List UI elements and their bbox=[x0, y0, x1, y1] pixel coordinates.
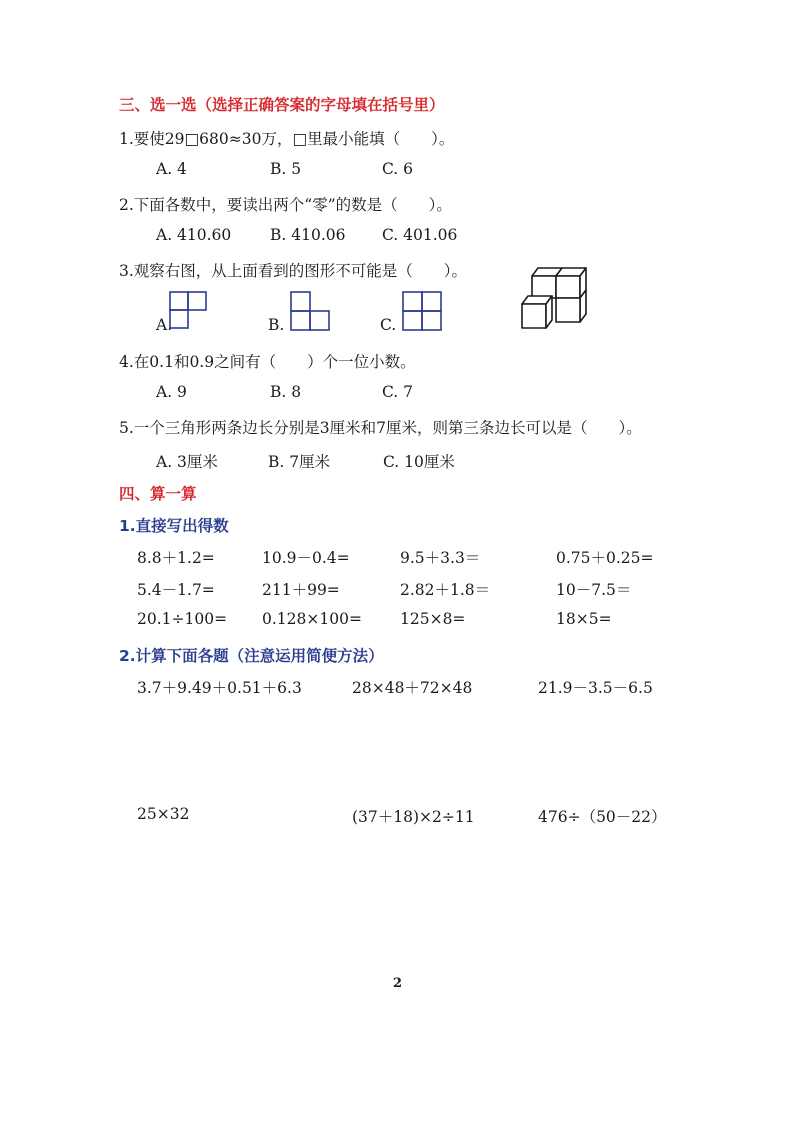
oral-calc-item: 211＋99= bbox=[262, 581, 340, 599]
q3-option-b-top-view-icon bbox=[289, 290, 331, 332]
q5-option-a: A. 3厘米 bbox=[156, 453, 218, 471]
question-1: 1.要使29□680≈30万，□里最小能填（ ）。 bbox=[119, 130, 455, 148]
oral-calc-item: 0.128×100= bbox=[262, 610, 362, 628]
q2-option-b: B. 410.06 bbox=[270, 226, 346, 244]
question-4: 4.在0.1和0.9之间有（ ）个一位小数。 bbox=[119, 353, 416, 371]
question-3: 3.观察右图，从上面看到的图形不可能是（ ）。 bbox=[119, 262, 468, 280]
page-number: 2 bbox=[393, 976, 403, 991]
oral-calc-item: 10－7.5＝ bbox=[556, 581, 632, 599]
oral-calc-item: 5.4－1.7= bbox=[137, 581, 215, 599]
q3-option-a: A. bbox=[156, 316, 173, 334]
oral-calc-item: 8.8＋1.2= bbox=[137, 549, 215, 567]
q1-option-a: A. 4 bbox=[156, 160, 187, 178]
part-2-title: 2.计算下面各题（注意运用简便方法） bbox=[119, 647, 384, 665]
oral-calc-item: 0.75＋0.25= bbox=[556, 549, 654, 567]
oral-calc-item: 125×8= bbox=[400, 610, 466, 628]
q3-option-a-top-view-icon bbox=[168, 290, 208, 332]
oral-calc-item: 2.82＋1.8＝ bbox=[400, 581, 491, 599]
written-calc-item: 476÷（50－22） bbox=[538, 808, 667, 826]
q5-option-b: B. 7厘米 bbox=[268, 453, 331, 471]
section-4-title: 四、算一算 bbox=[119, 485, 197, 503]
written-calc-item: 21.9－3.5－6.5 bbox=[538, 679, 653, 697]
written-calc-item: 25×32 bbox=[137, 805, 190, 823]
q3-option-c: C. bbox=[380, 316, 397, 334]
question-2: 2.下面各数中，要读出两个“零”的数是（ ）。 bbox=[119, 196, 452, 214]
written-calc-item: (37＋18)×2÷11 bbox=[352, 808, 475, 826]
q3-option-b: B. bbox=[268, 316, 285, 334]
oral-calc-item: 10.9－0.4= bbox=[262, 549, 350, 567]
written-calc-item: 28×48＋72×48 bbox=[352, 679, 473, 697]
oral-calc-item: 20.1÷100= bbox=[137, 610, 228, 628]
q2-option-a: A. 410.60 bbox=[156, 226, 232, 244]
q2-option-c: C. 401.06 bbox=[382, 226, 458, 244]
q4-option-a: A. 9 bbox=[156, 383, 187, 401]
q4-option-b: B. 8 bbox=[270, 383, 302, 401]
q3-option-c-top-view-icon bbox=[401, 290, 443, 332]
q5-option-c: C. 10厘米 bbox=[383, 453, 455, 471]
oral-calc-item: 9.5＋3.3＝ bbox=[400, 549, 481, 567]
question-5: 5.一个三角形两条边长分别是3厘米和7厘米，则第三条边长可以是（ ）。 bbox=[119, 419, 642, 437]
oral-calc-item: 18×5= bbox=[556, 610, 612, 628]
written-calc-item: 3.7＋9.49＋0.51＋6.3 bbox=[137, 679, 302, 697]
q1-option-c: C. 6 bbox=[382, 160, 414, 178]
cube-stack-figure-icon bbox=[518, 262, 588, 332]
q4-option-c: C. 7 bbox=[382, 383, 414, 401]
section-3-title: 三、选一选（选择正确答案的字母填在括号里） bbox=[119, 96, 445, 114]
part-1-title: 1.直接写出得数 bbox=[119, 517, 229, 535]
q1-option-b: B. 5 bbox=[270, 160, 302, 178]
